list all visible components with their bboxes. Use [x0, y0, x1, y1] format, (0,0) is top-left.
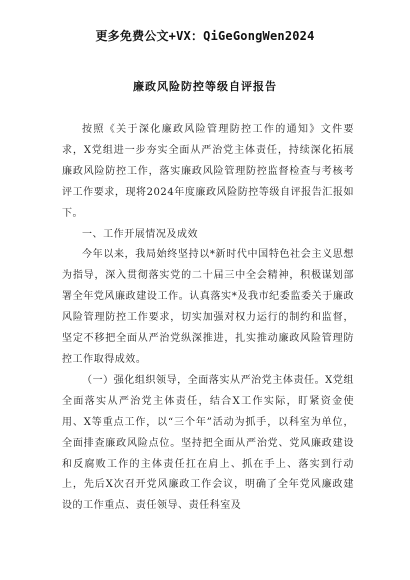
document-body: [62, 120, 354, 517]
promo-banner: 更多免费公文+VX：QiGeGongWen2024: [95, 29, 315, 43]
organization-paragraph: （一）强化组织领导，全面落实从严治党主体责任。X党组全面落实从严治党主体责任，结合X工作实际，盯紧资金使用、X等重点工作，以“三个年”活动为抓手，以科室为单位，全面排查廉政风险点位。坚持把全面从严治党、党风廉政建设和反腐败工作的主体责任扛在肩上、抓在手上、落实到行动上，先后X次召开党风廉政工作会议，明确了全年党风廉政建设的工作重点、责任领导、责任科室及: [62, 374, 354, 512]
overview-paragraph: 今年以来，我局始终坚持以*新时代中国特色社会主义思想为指导，深入贯彻落实党的二十届三中全会精神，积极谋划部署全年党风廉政建设工作。认真落实*及我市纪委监委关于廉政风险管理防控工作要求，切实加强对权力运行的制约和监督，坚定不移把全面从严治党纵深推进，扎实推动廉政风险管理防控工作取得成效。: [62, 249, 354, 365]
document-title: 廉政风险防控等级自评报告: [133, 80, 277, 93]
section-heading: 一、工作开展情况及成效: [82, 228, 199, 240]
intro-paragraph: 按照《关于深化廉政风险管理防控工作的通知》文件要求，X党组进一步夯实全面从严治党主体责任，持续深化拓展廉政风险防控工作，落实廉政风险管理防控监督检查与考核考评工作要求，现将2024年度廉政风险防控等级自评报告汇报如下。: [62, 124, 354, 219]
